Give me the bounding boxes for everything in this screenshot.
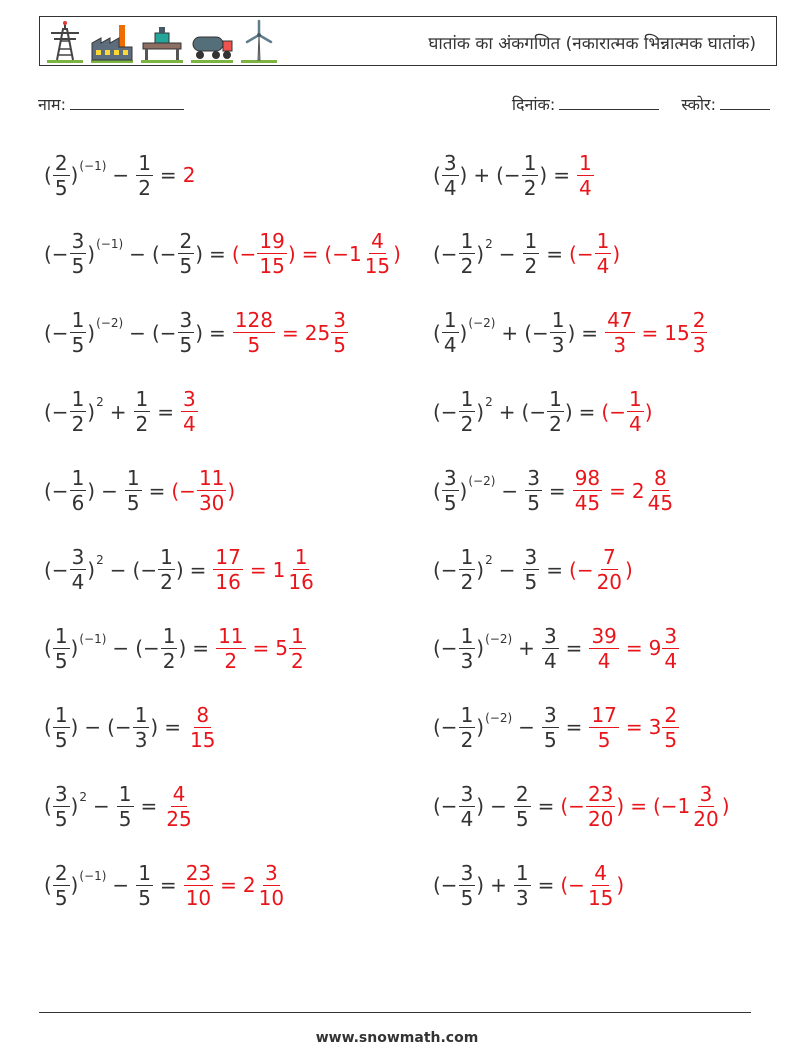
problem-expression: ( $\frac{1}{5}$ ) − (− $\frac{1}{3}$ ) = bbox=[44, 702, 181, 752]
problem-17 bbox=[44, 776, 195, 836]
name-field bbox=[38, 93, 184, 115]
problem-answer: (− $\frac{4}{15}$ ) bbox=[560, 860, 625, 910]
problem-expression: (− $\frac{1}{2}$ ) (−2) − $\frac{3}{5}$ = bbox=[433, 702, 583, 752]
problem-expression: ( $\frac{1}{4}$ ) (−2) + (− $\frac{1}{3}$ ) = bbox=[433, 308, 599, 358]
name-blank[interactable] bbox=[70, 95, 184, 110]
problem-13 bbox=[44, 618, 307, 678]
wind-turbine-icon bbox=[239, 19, 279, 65]
problem-expression: (− $\frac{1}{2}$ ) 2 + $\frac{1}{2}$ = bbox=[44, 387, 175, 437]
problem-9 bbox=[44, 461, 235, 521]
problem-expression: ( $\frac{3}{5}$ ) (−2) − $\frac{3}{5}$ = bbox=[433, 466, 566, 516]
problem-15 bbox=[44, 697, 218, 757]
problem-8 bbox=[433, 382, 653, 442]
problem-20 bbox=[433, 855, 624, 915]
problem-answer: $\frac{11}{2}$ = 5 $\frac{1}{2}$ bbox=[218, 623, 304, 673]
problem-answer: (− $\frac{19}{15}$ ) = (−1 $\frac{4}{15}$ ) bbox=[231, 229, 401, 279]
problem-4 bbox=[433, 224, 620, 284]
problem-answer: $\frac{39}{4}$ = 9 $\frac{3}{4}$ bbox=[591, 623, 678, 673]
problem-6 bbox=[433, 303, 708, 363]
problem-answer: (− $\frac{7}{20}$ ) bbox=[569, 545, 633, 594]
problem-18 bbox=[433, 776, 730, 836]
problem-answer: (− $\frac{1}{4}$ ) bbox=[601, 387, 653, 437]
problem-expression: (− $\frac{1}{2}$ ) 2 − $\frac{3}{5}$ = bbox=[433, 545, 564, 594]
problem-expression: (− $\frac{3}{5}$ ) (−1) − (− $\frac{2}{5}$ ) = bbox=[44, 229, 226, 279]
problem-11 bbox=[44, 540, 317, 600]
problem-1 bbox=[44, 145, 195, 205]
problem-answer: $\frac{1}{4}$ bbox=[579, 150, 592, 200]
problem-expression: (− $\frac{1}{6}$ ) − $\frac{1}{5}$ = bbox=[44, 466, 166, 516]
date-blank[interactable] bbox=[559, 95, 659, 110]
problem-expression: ( $\frac{2}{5}$ ) (−1) − $\frac{1}{5}$ = bbox=[44, 860, 177, 910]
problem-expression: (− $\frac{3}{5}$ ) + $\frac{1}{3}$ = bbox=[433, 860, 555, 910]
score-label: स्कोर: bbox=[681, 95, 716, 114]
problem-answer: $\frac{23}{10}$ = 2 $\frac{3}{10}$ bbox=[185, 860, 285, 910]
score-blank[interactable] bbox=[720, 95, 770, 110]
problem-7 bbox=[44, 382, 199, 442]
problem-expression: (− $\frac{1}{5}$ ) (−2) − (− $\frac{3}{5}$ ) = bbox=[44, 308, 226, 358]
problem-answer: $\frac{98}{45}$ = 2 $\frac{8}{45}$ bbox=[574, 466, 674, 516]
problem-answer: (− $\frac{1}{4}$ ) bbox=[569, 229, 621, 279]
problem-answer: $\frac{8}{15}$ bbox=[190, 702, 216, 752]
pipeline-icon bbox=[139, 19, 185, 65]
problem-3 bbox=[44, 224, 401, 284]
problem-expression: ( $\frac{3}{4}$ ) + (− $\frac{1}{2}$ ) = bbox=[433, 150, 570, 200]
problem-10 bbox=[433, 461, 676, 521]
problem-expression: (− $\frac{3}{4}$ ) − $\frac{2}{5}$ = bbox=[433, 781, 555, 831]
problem-12 bbox=[433, 540, 633, 600]
date-score-fields bbox=[512, 93, 770, 115]
problem-expression: ( $\frac{3}{5}$ ) 2 − $\frac{1}{5}$ = bbox=[44, 781, 158, 831]
worksheet-title: घातांक का अंकगणित (नकारात्मक भिन्नात्मक घातांक) bbox=[428, 34, 756, 54]
problem-expression: (− $\frac{1}{2}$ ) 2 − $\frac{1}{2}$ = bbox=[433, 229, 564, 279]
problem-answer: 2 bbox=[182, 163, 196, 187]
name-label: नाम: bbox=[38, 95, 66, 114]
problem-expression: (− $\frac{3}{4}$ ) 2 − (− $\frac{1}{2}$ ) = bbox=[44, 545, 207, 594]
footer-url: www.snowmath.com bbox=[315, 1030, 479, 1046]
problem-answer: $\frac{47}{3}$ = 15 $\frac{2}{3}$ bbox=[607, 308, 706, 358]
worksheet-header bbox=[39, 16, 777, 66]
problem-14 bbox=[433, 618, 680, 678]
tanker-truck-icon bbox=[189, 19, 235, 65]
footer-divider bbox=[39, 1012, 751, 1013]
problem-expression: (− $\frac{1}{2}$ ) 2 + (− $\frac{1}{2}$ ) = bbox=[433, 387, 596, 437]
power-tower-icon bbox=[45, 19, 85, 65]
problem-expression: ( $\frac{1}{5}$ ) (−1) − (− $\frac{1}{2}$ ) = bbox=[44, 623, 210, 673]
problem-answer: $\frac{4}{25}$ bbox=[166, 781, 192, 831]
problem-answer: $\frac{3}{4}$ bbox=[183, 387, 196, 437]
header-icons bbox=[45, 19, 279, 65]
problem-expression: (− $\frac{1}{3}$ ) (−2) + $\frac{3}{4}$ = bbox=[433, 623, 583, 673]
problem-answer: $\frac{128}{5}$ = 25 $\frac{3}{5}$ bbox=[234, 308, 346, 358]
problem-16 bbox=[433, 697, 680, 757]
problem-5 bbox=[44, 303, 349, 363]
problem-19 bbox=[44, 855, 287, 915]
problem-answer: $\frac{17}{16}$ = 1 $\frac{1}{16}$ bbox=[215, 545, 314, 594]
problem-answer: (− $\frac{23}{20}$ ) = (−1 $\frac{3}{20}$ ) bbox=[560, 781, 730, 831]
problem-2 bbox=[433, 145, 595, 205]
problem-answer: (− $\frac{11}{30}$ ) bbox=[171, 466, 236, 516]
date-label: दिनांक: bbox=[511, 95, 556, 114]
factory-icon bbox=[89, 19, 135, 65]
problem-answer: $\frac{17}{5}$ = 3 $\frac{2}{5}$ bbox=[591, 702, 678, 752]
problem-expression: ( $\frac{2}{5}$ ) (−1) − $\frac{1}{2}$ = bbox=[44, 150, 177, 200]
